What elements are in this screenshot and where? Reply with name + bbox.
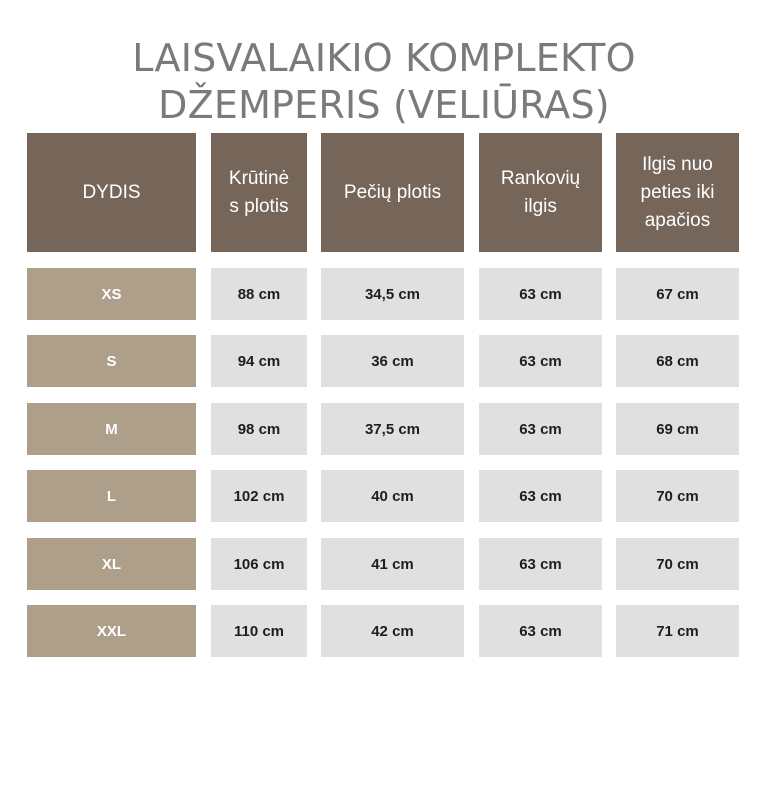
header-ilgis: Ilgis nuo peties iki apačios bbox=[616, 133, 739, 252]
size-cell-l: L bbox=[27, 470, 196, 522]
shoulder-width-m: 37,5 cm bbox=[321, 403, 464, 455]
shoulder-width-xl: 41 cm bbox=[321, 538, 464, 590]
sleeve-length-xs: 63 cm bbox=[479, 268, 602, 320]
title-line-2: DŽEMPERIS (VELIŪRAS) bbox=[158, 83, 610, 128]
shoulder-width-l: 40 cm bbox=[321, 470, 464, 522]
title-line-1: LAISVALAIKIO KOMPLEKTO bbox=[132, 36, 636, 81]
length-l: 70 cm bbox=[616, 470, 739, 522]
length-xs: 67 cm bbox=[616, 268, 739, 320]
header-krutines-plotis: Krūtinė s plotis bbox=[211, 133, 307, 252]
length-s: 68 cm bbox=[616, 335, 739, 387]
size-cell-xl: XL bbox=[27, 538, 196, 590]
chest-width-s: 94 cm bbox=[211, 335, 307, 387]
header-peciu-plotis: Pečių plotis bbox=[321, 133, 464, 252]
length-xxl: 71 cm bbox=[616, 605, 739, 657]
sleeve-length-m: 63 cm bbox=[479, 403, 602, 455]
sleeve-length-xl: 63 cm bbox=[479, 538, 602, 590]
sleeve-length-s: 63 cm bbox=[479, 335, 602, 387]
chest-width-xs: 88 cm bbox=[211, 268, 307, 320]
length-xl: 70 cm bbox=[616, 538, 739, 590]
shoulder-width-xs: 34,5 cm bbox=[321, 268, 464, 320]
size-cell-s: S bbox=[27, 335, 196, 387]
chest-width-xl: 106 cm bbox=[211, 538, 307, 590]
chest-width-l: 102 cm bbox=[211, 470, 307, 522]
size-cell-xs: XS bbox=[27, 268, 196, 320]
length-m: 69 cm bbox=[616, 403, 739, 455]
shoulder-width-s: 36 cm bbox=[321, 335, 464, 387]
header-rankoviu-ilgis: Rankovių ilgis bbox=[479, 133, 602, 252]
page-title bbox=[0, 35, 768, 129]
size-cell-m: M bbox=[27, 403, 196, 455]
chest-width-m: 98 cm bbox=[211, 403, 307, 455]
sleeve-length-l: 63 cm bbox=[479, 470, 602, 522]
sleeve-length-xxl: 63 cm bbox=[479, 605, 602, 657]
size-cell-xxl: XXL bbox=[27, 605, 196, 657]
shoulder-width-xxl: 42 cm bbox=[321, 605, 464, 657]
header-dydis: DYDIS bbox=[27, 133, 196, 252]
chest-width-xxl: 110 cm bbox=[211, 605, 307, 657]
